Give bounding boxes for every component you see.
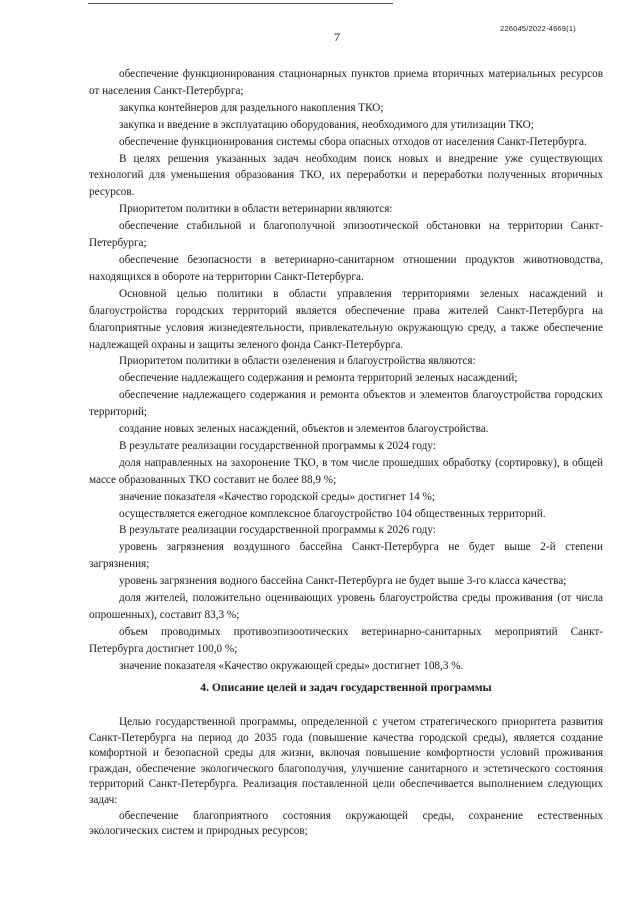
paragraph: осуществляется ежегодное комплексное благоустройство 104 общественных территорий. xyxy=(119,507,546,520)
paragraph: значение показателя «Качество городской среды» достигнет 14 %; xyxy=(119,490,435,503)
paragraph: обеспечение стабильной и благополучной эпизоотической обстановки на территории Санкт-Петербурга; xyxy=(89,220,603,250)
page-number: 7 xyxy=(334,30,340,44)
section-body xyxy=(89,715,603,840)
paragraph: объем проводимых противоэпизоотических ветеринарно-санитарных мероприятий Санкт-Петербурга достигнет 100,0 %; xyxy=(89,625,603,655)
document-id: 226045/2022-4669(1) xyxy=(500,24,576,33)
top-rule xyxy=(88,3,393,4)
paragraph: уровень загрязнения водного бассейна Санкт-Петербурга не будет выше 3-го класса качества; xyxy=(119,575,567,588)
paragraph: Приоритетом политики в области ветеринарии являются: xyxy=(119,203,393,216)
paragraph: доля направленных на захоронение ТКО, в том числе прошедших обработку (сортировку), в общей массе образованных ТКО составит не более 88,9 %; xyxy=(89,456,603,486)
paragraph: обеспечение надлежащего содержания и ремонта территорий зеленых насаждений; xyxy=(119,372,518,385)
paragraph: В результате реализации государственной программы к 2026 году: xyxy=(119,524,436,537)
paragraph: Целью государственной программы, определенной с учетом стратегического приоритета развития Санкт-Петербурга на период до 2035 года (повышение качества городской среды), является создание комфортной и безопасной среды для жизни, включая повышение комфортности условий проживания граждан, обеспечение экологического благополучия, улучшение санитарного и эстетического состояния территорий Санкт-Петербурга. Реализация поставленной цели обеспечивается выполнением следующих задач: xyxy=(89,716,603,806)
paragraph: Основной целью политики в области управления территориями зеленых насаждений и благоустройства городских территорий является обеспечение права жителей Санкт-Петербурга на благоприятные условия жизнедеятельности, привлекательную окружающую среду, а также обеспечение надлежащей охраны и защиты зеленого фонда Санкт-Петербурга. xyxy=(89,287,603,351)
paragraph: создание новых зеленых насаждений, объектов и элементов благоустройства. xyxy=(119,423,489,436)
paragraph: закупка и введение в эксплуатацию оборудования, необходимого для утилизации ТКО; xyxy=(119,118,534,131)
paragraph: В целях решения указанных задач необходим поиск новых и внедрение уже существующих технологий для уменьшения образования ТКО, их переработки и переработки полученных вторичных ресурсов. xyxy=(89,152,603,199)
paragraph: обеспечение надлежащего содержания и ремонта объектов и элементов благоустройства городских территорий; xyxy=(89,389,603,419)
paragraph: значение показателя «Качество окружающей среды» достигнет 108,3 %. xyxy=(119,659,464,672)
paragraph: обеспечение безопасности в ветеринарно-санитарном отношении продуктов животноводства, находящихся в обороте на территории Санкт-Петербурга. xyxy=(89,253,603,283)
paragraph: закупка контейнеров для раздельного накопления ТКО; xyxy=(119,101,384,114)
paragraph: В результате реализации государственной программы к 2024 году: xyxy=(119,439,436,452)
document-body xyxy=(89,66,603,675)
section-title: 4. Описание целей и задач государственной программы xyxy=(200,681,492,694)
paragraph: Приоритетом политики в области озеленения и благоустройства являются: xyxy=(119,355,476,368)
paragraph: обеспечение функционирования системы сбора опасных отходов от населения Санкт-Петербурга. xyxy=(119,135,587,148)
paragraph: обеспечение функционирования стационарных пунктов приема вторичных материальных ресурсов от населения Санкт-Петербурга; xyxy=(89,68,603,97)
paragraph: обеспечение благоприятного состояния окружающей среды, сохранение естественных экологических систем и природных ресурсов; xyxy=(89,809,603,838)
paragraph: доля жителей, положительно оценивающих уровень благоустройства среды проживания (от числа опрошенных), составит 83,3 %; xyxy=(89,592,603,621)
paragraph: уровень загрязнения воздушного бассейна Санкт-Петербурга не будет выше 2-й степени загрязнения; xyxy=(89,541,603,571)
